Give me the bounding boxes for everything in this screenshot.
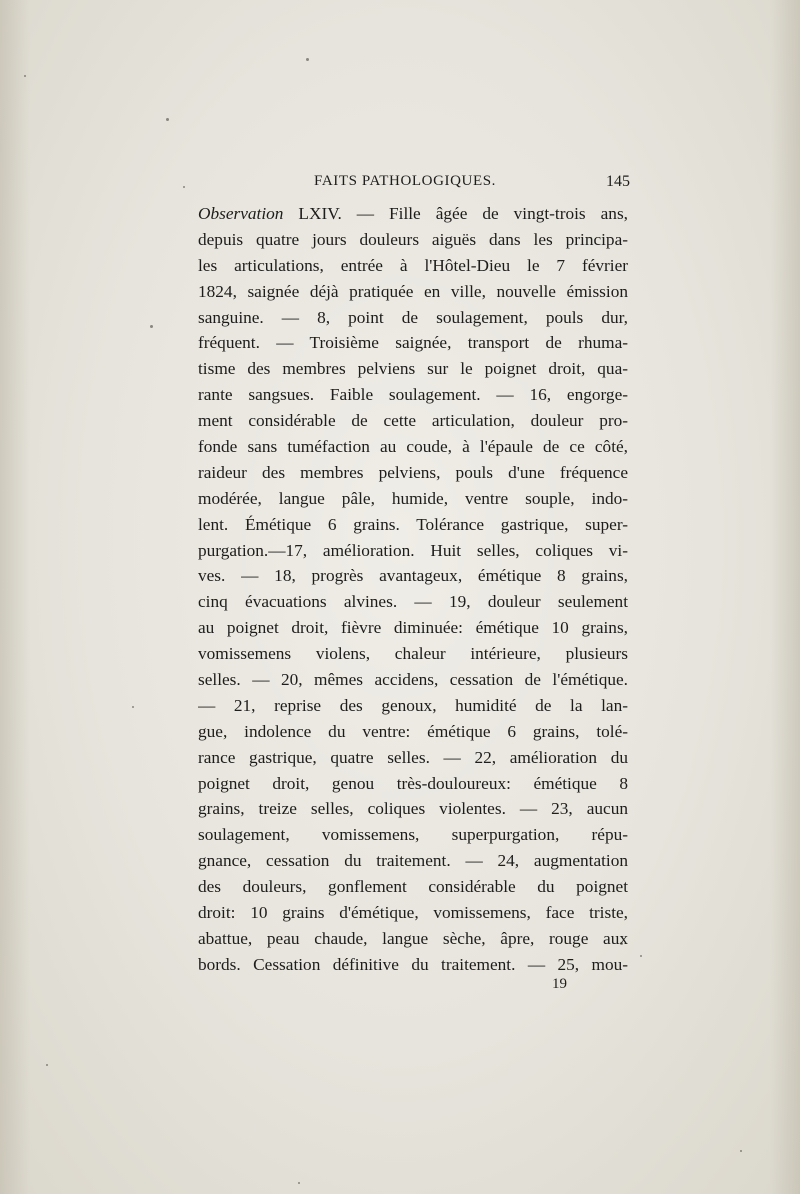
text-line: au poignet droit, fièvre diminuée: émétique 10 grains,: [198, 618, 628, 638]
text-line: ves. — 18, progrès avantageux, émétique 8 grains,: [198, 566, 628, 586]
text-line: abattue, peau chaude, langue sèche, âpre, rouge aux: [198, 928, 628, 948]
text-line: ment considérable de cette articulation, douleur pro-: [198, 411, 628, 431]
text-line: depuis quatre jours douleurs aiguës dans les principa-: [198, 229, 628, 249]
text-line: lent. Émétique 6 grains. Tolérance gastrique, super-: [198, 514, 628, 534]
foxing-speck: [640, 955, 642, 957]
page-edge-left: [0, 0, 30, 1194]
text-line: purgation.—17, amélioration. Huit selles, coliques vi-: [198, 540, 628, 560]
text-line: des douleurs, gonflement considérable du poignet: [198, 877, 628, 897]
text-line: fréquent. — Troisième saignée, transport de rhuma-: [198, 333, 628, 353]
foxing-speck: [740, 1150, 742, 1152]
text-line: rance gastrique, quatre selles. — 22, amélioration du: [198, 747, 628, 767]
text-line: les articulations, entrée à l'Hôtel-Dieu le 7 février: [198, 255, 628, 275]
text-line: vomissemens violens, chaleur intérieure, plusieurs: [198, 644, 628, 664]
text-line: raideur des membres pelviens, pouls d'une fréquence: [198, 462, 628, 482]
text-line: 1824, saignée déjà pratiquée en ville, nouvelle émission: [198, 281, 628, 301]
foxing-speck: [166, 118, 169, 121]
text-line: grains, treize selles, coliques violentes. — 23, aucun: [198, 799, 628, 819]
foxing-speck: [132, 706, 134, 708]
text-line: rante sangsues. Faible soulagement. — 16, engorge-: [198, 385, 628, 405]
text-line: soulagement, vomissemens, superpurgation, répu-: [198, 825, 628, 845]
observation-label: Observation: [198, 204, 284, 223]
text-line: gue, indolence du ventre: émétique 6 grains, tolé-: [198, 721, 628, 741]
page-edge-right: [770, 0, 800, 1194]
text-line: droit: 10 grains d'émétique, vomissemens, face triste,: [198, 903, 628, 923]
running-title: FAITS PATHOLOGIQUES.: [314, 173, 497, 189]
text-line: cinq évacuations alvines. — 19, douleur seulement: [198, 592, 628, 612]
foxing-speck: [183, 186, 185, 188]
text-line: poignet droit, genou très-douloureux: émétique 8: [198, 773, 628, 793]
text-line: modérée, langue pâle, humide, ventre souple, indo-: [198, 488, 628, 508]
text-line: fonde sans tuméfaction au coude, à l'épaule de ce côté,: [198, 437, 628, 457]
foxing-speck: [24, 75, 26, 77]
text-line: tisme des membres pelviens sur le poignet droit, qua-: [198, 359, 628, 379]
running-head: [198, 173, 630, 195]
signature-mark: 19: [552, 976, 567, 992]
text-line: selles. — 20, mêmes accidens, cessation de l'émétique.: [198, 670, 628, 690]
foxing-speck: [298, 1182, 300, 1184]
text-line: — 21, reprise des genoux, humidité de la lan-: [198, 695, 628, 715]
text-line: gnance, cessation du traitement. — 24, augmentation: [198, 851, 628, 871]
text-line: [198, 201, 628, 227]
text-line-rest: LXIV. — Fille âgée de vingt-trois ans,: [283, 204, 628, 223]
text-line: sanguine. — 8, point de soulagement, pouls dur,: [198, 307, 628, 327]
body-text: [198, 201, 628, 978]
text-line: bords. Cessation définitive du traitement. — 25, mou-: [198, 954, 628, 974]
foxing-speck: [306, 58, 309, 61]
page-number: 145: [606, 173, 630, 190]
foxing-speck: [46, 1064, 48, 1066]
foxing-speck: [150, 325, 153, 328]
